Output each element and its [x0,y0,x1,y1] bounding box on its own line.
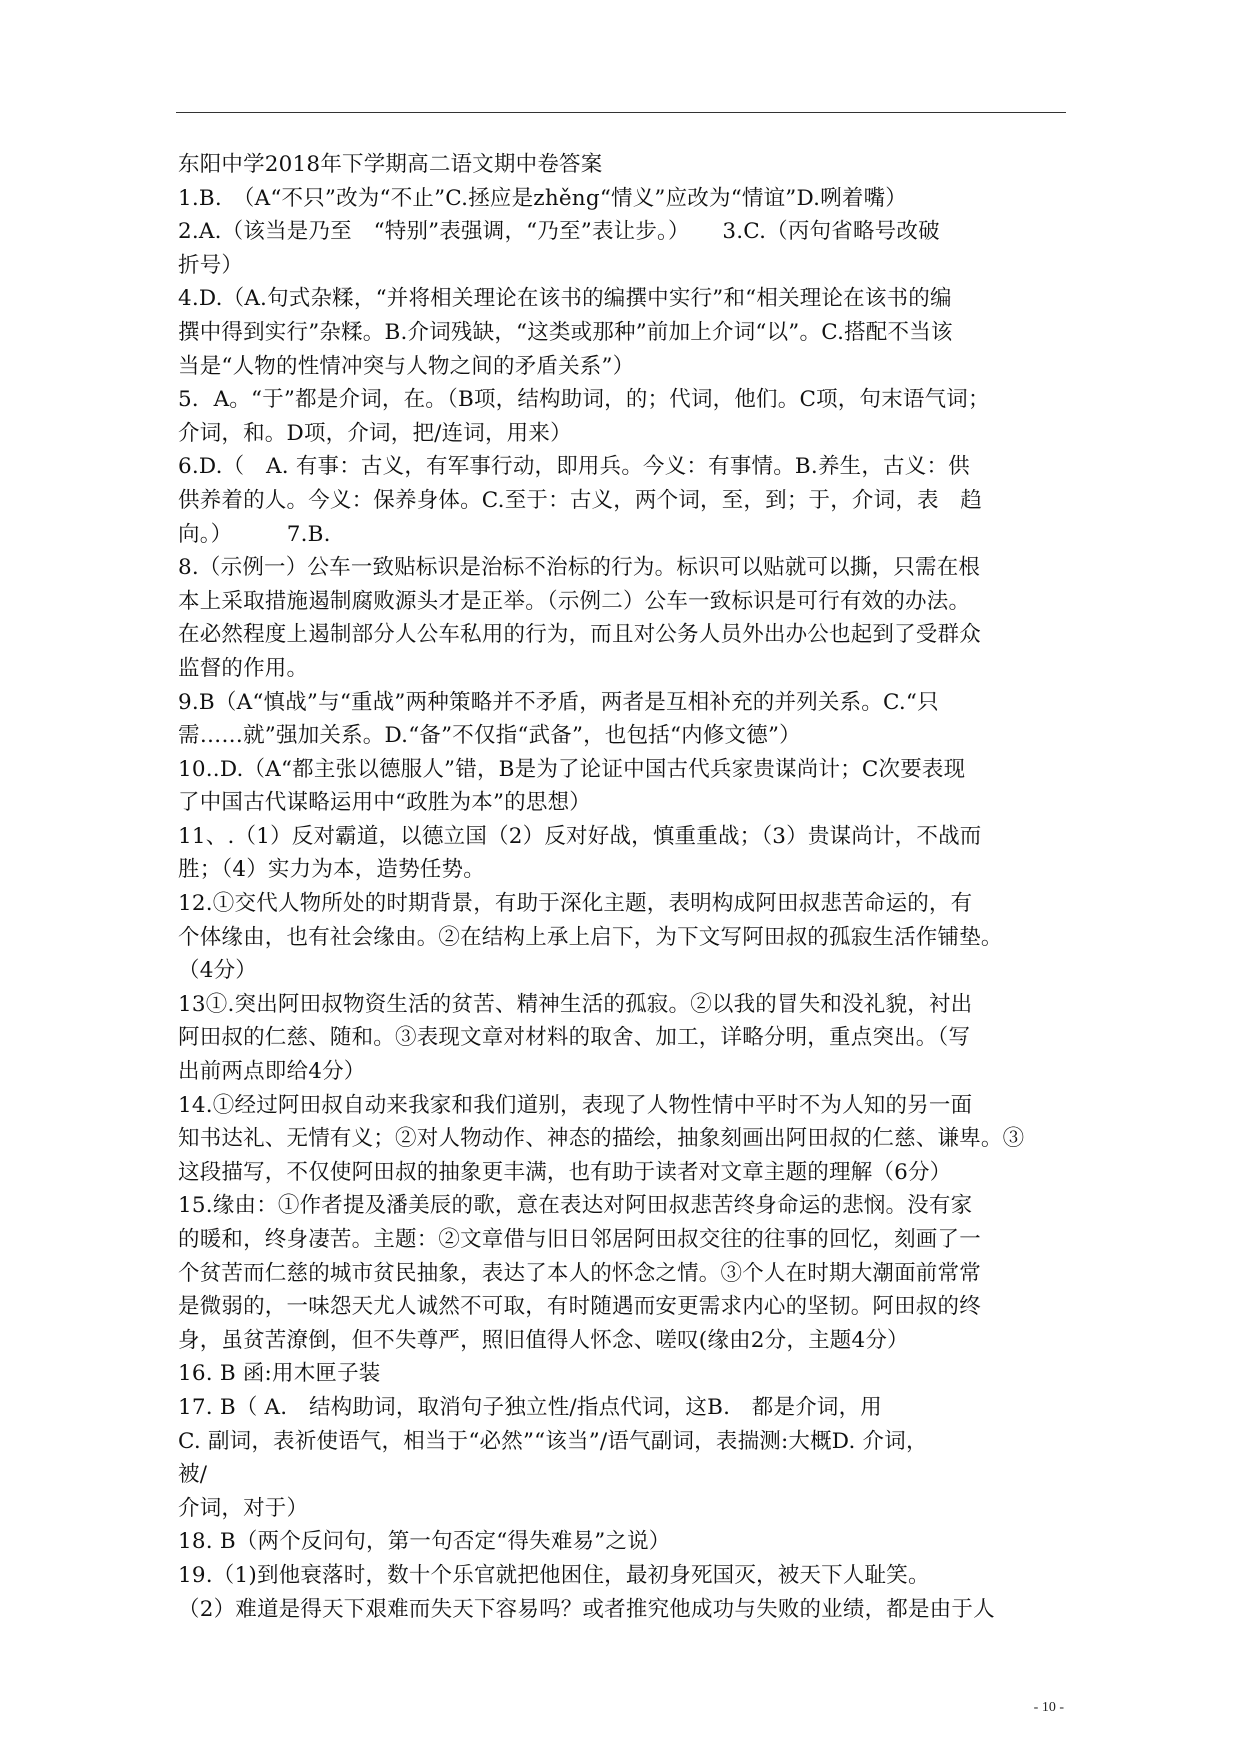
text-line: 18. B（两个反问句，第一句否定“得失难易”之说） [178,1529,671,1555]
text-line: 介词，对于） [178,1495,309,1521]
text-line: 个贫苦而仁慈的城市贫民抽象，表达了本人的怀念之情。③个人在时期大潮面前常常 [178,1260,981,1286]
text-line: 4.D.（A.句式杂糅，“并将相关理论在该书的编撰中实行”和“相关理论在该书的编 [178,286,952,312]
page-number: - 10 - [1033,1700,1064,1715]
text-line: 12.①交代人物所处的时期背景，有助于深化主题，表明构成阿田叔悲苦命运的，有 [178,891,973,917]
text-line: 出前两点即给4分） [178,1059,366,1085]
text-line: 了中国古代谋略运用中“政胜为本”的思想） [178,790,591,816]
text-line: 监督的作用。 [178,655,309,681]
text-line: 5．A。“于”都是介词，在。（B项，结构助词，的；代词，他们。C项，句末语气词； [178,387,990,413]
text-line: 介词，和。D项，介词，把/连词，用来） [178,420,572,446]
text-line: 1.B. （A“不只”改为“不止”C.拯应是zhěng“情义”应改为“情谊”D.咧着嘴） [178,185,907,211]
text-line: 15.缘由：①作者提及潘美辰的歌，意在表达对阿田叔悲苦终身命运的悲悯。没有家 [178,1193,973,1219]
text-line: 17. B（ A. 结构助词，取消句子独立性/指点代词，这B. 都是介词，用 [178,1394,883,1420]
text-line: 6.D.（ A. 有事：古义，有军事行动，即用兵。今义：有事情。B.养生，古义：供 [178,454,970,480]
text-line: 19.（1)到他衰落时，数十个乐官就把他困住，最初身死国灭，被天下人耻笑。 [178,1562,930,1588]
text-line: 13①.突出阿田叔物资生活的贫苦、精神生活的孤寂。②以我的冒失和没礼貌，衬出 [178,991,973,1017]
text-line: 胜；（4）实力为本，造势任势。 [178,857,485,883]
answer-sheet-body [178,148,1108,1626]
text-line: 16. B 函:用木匣子装 [178,1361,381,1387]
text-line: （2）难道是得天下艰难而失天下容易吗？或者推究他成功与失败的业绩，都是由于人 [178,1596,995,1622]
text-line: 8.（示例一）公车一致贴标识是治标不治标的行为。标识可以贴就可以撕，只需在根 [178,555,981,581]
text-line: 折号） [178,252,244,278]
text-line: 阿田叔的仁慈、随和。③表现文章对材料的取舍、加工，详略分明，重点突出。（写 [178,1025,971,1051]
text-line: 知书达礼、无情有义；②对人物动作、神态的描绘，抽象刻画出阿田叔的仁慈、谦卑。③ [178,1126,1025,1152]
text-line: 在必然程度上遏制部分人公车私用的行为，而且对公务人员外出办公也起到了受群众 [178,622,981,648]
text-line: 2.A.（该当是乃至 “特别”表强调，“乃至”表让步。） 3.C.（丙句省略号改破 [178,219,940,245]
text-line: 向。） 7.B. [178,521,331,547]
text-line: 9.B（A“慎战”与“重战”两种策略并不矛盾，两者是互相补充的并列关系。C.“只 [178,689,939,715]
text-line: （4分） [178,958,257,984]
text-line: 当是“人物的性情冲突与人物之间的矛盾关系”） [178,353,635,379]
text-line: 供养着的人。今义：保养身体。C.至于：古义，两个词，至，到；于，介词，表 趋 [178,487,983,513]
text-line: 被/ [178,1462,208,1488]
header-rule [176,112,1066,113]
text-line: 需……就”强加关系。D.“备”不仅指“武备”，也包括“内修文德”） [178,723,801,749]
text-line: 的暖和，终身凄苦。主题：②文章借与旧日邻居阿田叔交往的往事的回忆，刻画了一 [178,1227,981,1252]
text-line: 14.①经过阿田叔自动来我家和我们道别，表现了人物性情中平时不为人知的另一面 [178,1092,973,1118]
text-line: 这段描写，不仅使阿田叔的抽象更丰满，也有助于读者对文章主题的理解（6分） [178,1159,952,1185]
text-line: 10..D.（A“都主张以德服人”错，B是为了论证中国古代兵家贵谋尚计；C次要表现 [178,756,966,782]
document-title: 东阳中学2018年下学期高二语文期中卷答案 [178,152,603,177]
text-line: 身，虽贫苦潦倒，但不失尊严，照旧值得人怀念、嗟叹(缘由2分，主题4分） [178,1327,909,1353]
text-line: 本上采取措施遏制腐败源头才是正举。（示例二）公车一致标识是可行有效的办法。 [178,588,971,614]
text-line: 11、.（1）反对霸道，以德立国（2）反对好战，慎重重战；（3）贵谋尚计，不战而 [178,823,982,849]
text-line: 是微弱的，一味怨天尤人诚然不可取，有时随遇而安更需求内心的坚韧。阿田叔的终 [178,1294,981,1320]
text-line: 个体缘由，也有社会缘由。②在结构上承上启下，为下文写阿田叔的孤寂生活作铺垫。 [178,924,1003,950]
text-line: 撰中得到实行”杂糅。B.介词残缺，“这类或那种”前加上介词“以”。C.搭配不当该 [178,319,953,345]
text-line: C. 副词，表祈使语气，相当于“必然”“该当”/语气副词，表揣测:大概D. 介词， [178,1428,928,1454]
